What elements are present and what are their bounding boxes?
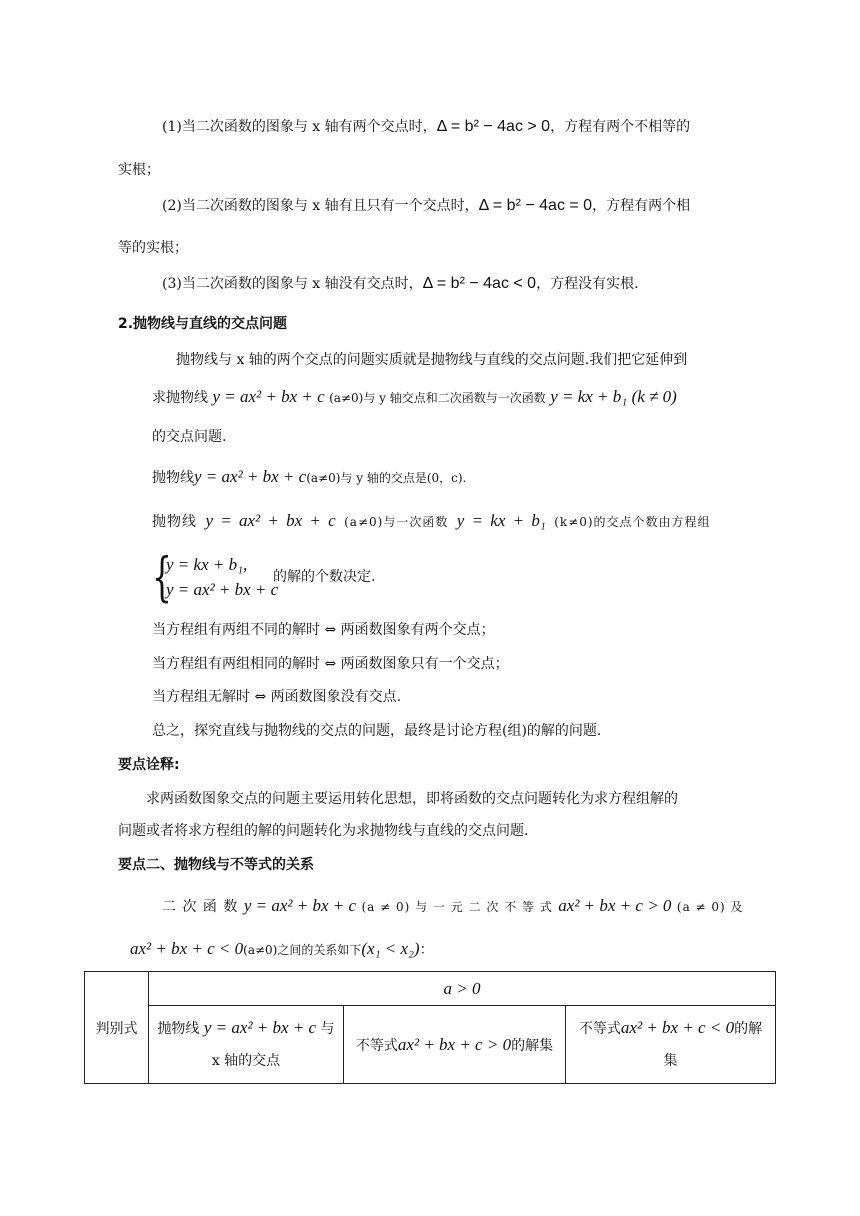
inequality-lt: ax² + bx + c < 0 xyxy=(620,1018,735,1037)
inequality-gt: ax² + bx + c > 0 xyxy=(558,896,672,915)
delta-positive-formula: Δ = b² − 4ac > 0 xyxy=(436,118,551,135)
section-3-line-2 xyxy=(130,939,434,960)
paragraph-3-suffix: ，方程没有实根. xyxy=(536,276,639,292)
delta-zero-formula: Δ = b² − 4ac = 0 xyxy=(478,197,593,214)
section-3-colon: ： xyxy=(419,942,434,958)
delta-negative-formula: Δ = b² − 4ac < 0 xyxy=(422,275,537,292)
notes-heading: 要点诠释: xyxy=(118,757,180,773)
system-row-1: y = kx + b₁, xyxy=(166,555,248,574)
paragraph-3 xyxy=(162,274,639,294)
section-2-intro-line-3: 的交点问题. xyxy=(152,429,227,445)
quadratic-formula: y = ax² + bx + c xyxy=(205,511,336,530)
section-3-text-d: (a≠0)之间的关系如下 xyxy=(243,943,362,957)
intro-text-a: 求抛物线 xyxy=(152,390,208,406)
linear-formula: y = kx + b₁ xyxy=(550,387,628,406)
x-order: (x₁ < x₂) xyxy=(361,939,420,958)
paragraph-1 xyxy=(162,117,690,137)
a-positive-label: a > 0 xyxy=(443,978,481,998)
notes-text-line-1: 求两函数图象交点的问题主要运用转化思想，即将函数的交点问题转化为求方程组解的 xyxy=(146,791,678,807)
col3-text-a: 不等式 xyxy=(578,1021,621,1037)
case-no-solution: 当方程组无解时 ⇔ 两函数图象没有交点. xyxy=(152,689,402,705)
case-two-solutions: 当方程组有两组不同的解时 ⇔ 两函数图象有两个交点； xyxy=(152,622,495,638)
y-intercept-text-b: (a≠0)与 y 轴的交点是(0，c). xyxy=(306,471,467,485)
notes-text-line-2: 问题或者将求方程组的解的问题转化为求抛物线与直线的交点问题. xyxy=(118,823,529,839)
intersection-column-header xyxy=(149,1006,344,1084)
paragraph-3-text: (3)当二次函数的图象与 x 轴没有交点时， xyxy=(162,276,423,292)
lt-solution-column-header xyxy=(566,1006,776,1084)
paragraph-2-text: (2)当二次函数的图象与 x 轴有且只有一个交点时， xyxy=(162,198,479,214)
section-2-intro-line-2 xyxy=(152,387,677,408)
paragraph-1-continued: 实根； xyxy=(118,162,160,178)
y-intercept-sentence xyxy=(152,467,466,488)
paragraph-1-suffix: ，方程有两个不相等的 xyxy=(550,119,691,135)
intro-text-b: (a≠0)与 y 轴交点和二次函数与一次函数 xyxy=(329,391,546,405)
system-sentence xyxy=(152,511,711,532)
quadratic-formula: y = ax² + bx + c xyxy=(212,387,325,406)
relationship-table xyxy=(84,971,776,1084)
case-one-solution: 当方程组有两组相同的解时 ⇔ 两函数图象只有一个交点； xyxy=(152,656,509,672)
system-text-a: 抛物线 xyxy=(152,514,197,530)
quadratic-formula: y = ax² + bx + c xyxy=(243,896,357,915)
gt-solution-column-header xyxy=(344,1006,566,1084)
col2-text-a: 不等式 xyxy=(355,1037,398,1054)
linear-formula: y = kx + b₁ xyxy=(456,511,546,530)
section-3-text-c: (a ≠ 0) 及 xyxy=(676,900,744,914)
inequality-lt: ax² + bx + c < 0 xyxy=(130,939,244,958)
quadratic-formula: y = ax² + bx + c xyxy=(194,467,307,486)
col2-text-b: 的解集 xyxy=(511,1037,554,1054)
system-row-2: y = ax² + bx + c xyxy=(166,580,279,599)
col1-text-c: x 轴的交点 xyxy=(211,1053,281,1069)
section-2-summary: 总之，探究直线与抛物线的交点的问题，最终是讨论方程(组)的解的问题. xyxy=(152,723,602,739)
discriminant-header: 判别式 xyxy=(85,972,149,1084)
section-3-text-b: (a ≠ 0) 与 一 元 二 次 不 等 式 xyxy=(361,900,553,914)
system-text-c: (k≠0)的交点个数由方程组 xyxy=(554,515,711,529)
linear-condition: (k ≠ 0) xyxy=(631,387,677,406)
paragraph-2 xyxy=(162,196,690,216)
section-2-heading: 2.抛物线与直线的交点问题 xyxy=(118,316,288,332)
section-2-intro-line-1: 抛物线与 x 轴的两个交点的问题实质就是抛物线与直线的交点问题.我们把它延伸到 xyxy=(176,352,688,368)
y-intercept-text-a: 抛物线 xyxy=(152,470,194,486)
quadratic-formula: y = ax² + bx + c xyxy=(203,1018,317,1037)
paragraph-2-continued: 等的实根； xyxy=(118,240,188,256)
paragraph-2-suffix: ，方程有两个相 xyxy=(592,198,691,214)
system-text-b: (a≠0)与一次函数 xyxy=(344,515,449,529)
col1-text-b: 与 xyxy=(320,1021,335,1037)
section-3-line-1 xyxy=(162,896,744,917)
section-3-heading: 要点二、抛物线与不等式的关系 xyxy=(118,857,314,873)
system-brace: { xyxy=(152,548,172,608)
col1-text-a: 抛物线 xyxy=(157,1021,200,1037)
inequality-gt: ax² + bx + c > 0 xyxy=(397,1034,512,1054)
a-positive-header xyxy=(149,972,776,1006)
col3-text-b: 的解 xyxy=(734,1021,763,1037)
paragraph-1-text: (1)当二次函数的图象与 x 轴有两个交点时， xyxy=(162,119,437,135)
system-tail: 的解的个数决定. xyxy=(273,569,376,585)
section-3-text-a: 二 次 函 数 xyxy=(162,899,239,915)
col3-text-c: 集 xyxy=(663,1053,678,1069)
